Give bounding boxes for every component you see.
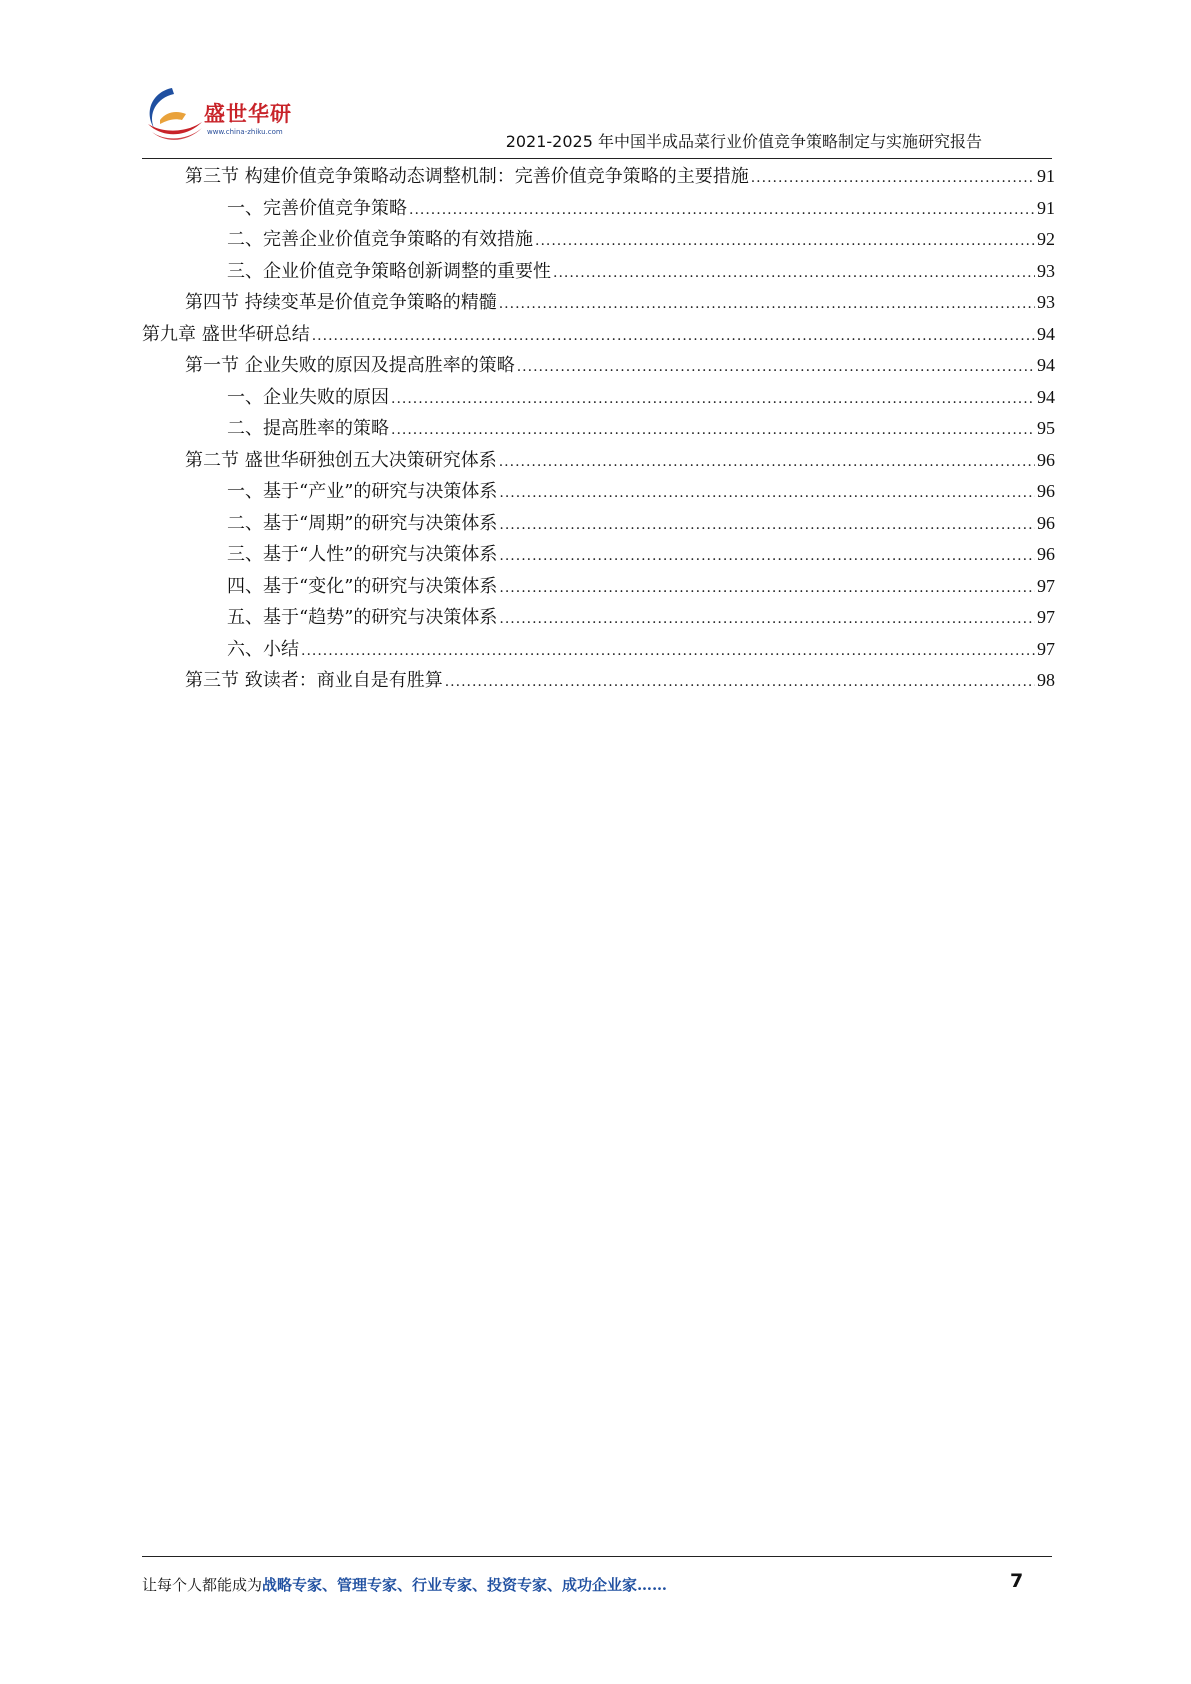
toc-entry-title: 第三节 致读者：商业自是有胜算 [185, 670, 443, 691]
toc-entry[interactable] [142, 224, 1055, 256]
toc-entry-title: 第九章 盛世华研总结 [142, 323, 310, 345]
toc-entry-title: 第二节 盛世华研独创五大决策研究体系 [185, 449, 497, 471]
toc-entry[interactable] [142, 382, 1055, 414]
toc-dot-leader [312, 321, 1035, 353]
toc-entry[interactable] [142, 602, 1055, 634]
toc-entry[interactable] [142, 287, 1055, 319]
toc-entry-title: 四、基于“变化”的研究与决策体系 [227, 575, 498, 597]
logo-wordmark: 盛世华研 [204, 102, 292, 126]
toc-entry[interactable] [142, 445, 1055, 477]
toc-entry-title: 第三节 构建价值竞争策略动态调整机制：完善价值竞争策略的主要措施 [185, 166, 749, 187]
toc-dot-leader [445, 667, 1035, 699]
toc-entry-title: 第四节 持续变革是价值竞争策略的精髓 [185, 292, 497, 313]
toc-entry[interactable] [142, 634, 1055, 666]
toc-entry-title: 三、企业价值竞争策略创新调整的重要性 [227, 260, 551, 282]
toc-dot-leader [499, 510, 1035, 542]
toc-dot-leader [391, 415, 1035, 447]
toc-dot-leader [517, 352, 1035, 384]
toc-dot-leader [499, 289, 1035, 321]
toc-entry-page: 95 [1037, 418, 1055, 438]
toc-entry-title: 二、完善企业价值竞争策略的有效措施 [227, 229, 533, 250]
logo-website: www.china-zhiku.com [207, 128, 283, 136]
toc-dot-leader [409, 195, 1035, 227]
toc-entry-page: 94 [1037, 355, 1055, 375]
toc-dot-leader [301, 636, 1035, 668]
footer-slogan [142, 1574, 667, 1595]
toc-entry[interactable] [142, 665, 1055, 697]
logo-emblem-icon [142, 84, 206, 148]
toc-entry-page: 93 [1037, 260, 1055, 281]
toc-dot-leader [391, 384, 1035, 416]
toc-entry[interactable] [142, 413, 1055, 445]
toc-entry-title: 三、基于“人性”的研究与决策体系 [227, 544, 498, 565]
toc-entry-title: 二、基于“周期”的研究与决策体系 [227, 512, 498, 534]
toc-entry-page: 91 [1037, 197, 1055, 218]
toc-entry[interactable] [142, 539, 1055, 571]
toc-entry[interactable] [142, 350, 1055, 382]
toc-dot-leader [499, 478, 1035, 510]
page-number: 7 [1010, 1570, 1024, 1592]
toc-dot-leader [499, 573, 1035, 605]
document-title: 2021-2025 年中国半成品菜行业价值竞争策略制定与实施研究报告 [505, 132, 982, 151]
toc-entry-page: 96 [1037, 544, 1055, 564]
toc-entry-title: 二、提高胜率的策略 [227, 418, 389, 439]
toc-entry-page: 91 [1037, 166, 1055, 186]
toc-entry-page: 94 [1037, 323, 1055, 344]
toc-dot-leader [499, 541, 1035, 573]
toc-dot-leader [499, 604, 1035, 636]
toc-entry[interactable] [142, 193, 1055, 225]
toc-entry-page: 96 [1037, 449, 1055, 470]
toc-entry-title: 一、完善价值竞争策略 [227, 197, 407, 219]
toc-entry-page: 93 [1037, 292, 1055, 312]
toc-entry-title: 五、基于“趋势”的研究与决策体系 [227, 607, 498, 628]
footer-slogan-highlight: 战略专家、管理专家、行业专家、投资专家、成功企业家…… [262, 1576, 668, 1594]
toc-dot-leader [535, 226, 1035, 258]
toc-entry-page: 98 [1037, 670, 1055, 690]
toc-entry-page: 94 [1037, 386, 1055, 407]
toc-entry-page: 92 [1037, 229, 1055, 249]
toc-entry-title: 一、基于“产业”的研究与决策体系 [227, 481, 498, 502]
toc-entry-page: 96 [1037, 481, 1055, 501]
toc-dot-leader [553, 258, 1035, 290]
toc-entry-page: 97 [1037, 575, 1055, 596]
table-of-contents [142, 161, 1055, 697]
toc-entry-title: 一、企业失败的原因 [227, 386, 389, 408]
toc-entry-title: 第一节 企业失败的原因及提高胜率的策略 [185, 355, 515, 376]
toc-entry-page: 97 [1037, 607, 1055, 627]
toc-dot-leader [499, 447, 1035, 479]
toc-entry[interactable] [142, 571, 1055, 603]
toc-entry[interactable] [142, 319, 1055, 351]
toc-entry[interactable] [142, 476, 1055, 508]
toc-entry-page: 97 [1037, 638, 1055, 659]
footer-slogan-prefix: 让每个人都能成为 [142, 1576, 263, 1594]
toc-entry[interactable] [142, 161, 1055, 193]
toc-entry[interactable] [142, 508, 1055, 540]
page-header [142, 80, 1052, 159]
footer-divider [142, 1556, 1052, 1557]
toc-dot-leader [751, 163, 1035, 195]
toc-entry-title: 六、小结 [227, 638, 299, 660]
toc-entry-page: 96 [1037, 512, 1055, 533]
company-logo [142, 80, 312, 152]
toc-entry[interactable] [142, 256, 1055, 288]
